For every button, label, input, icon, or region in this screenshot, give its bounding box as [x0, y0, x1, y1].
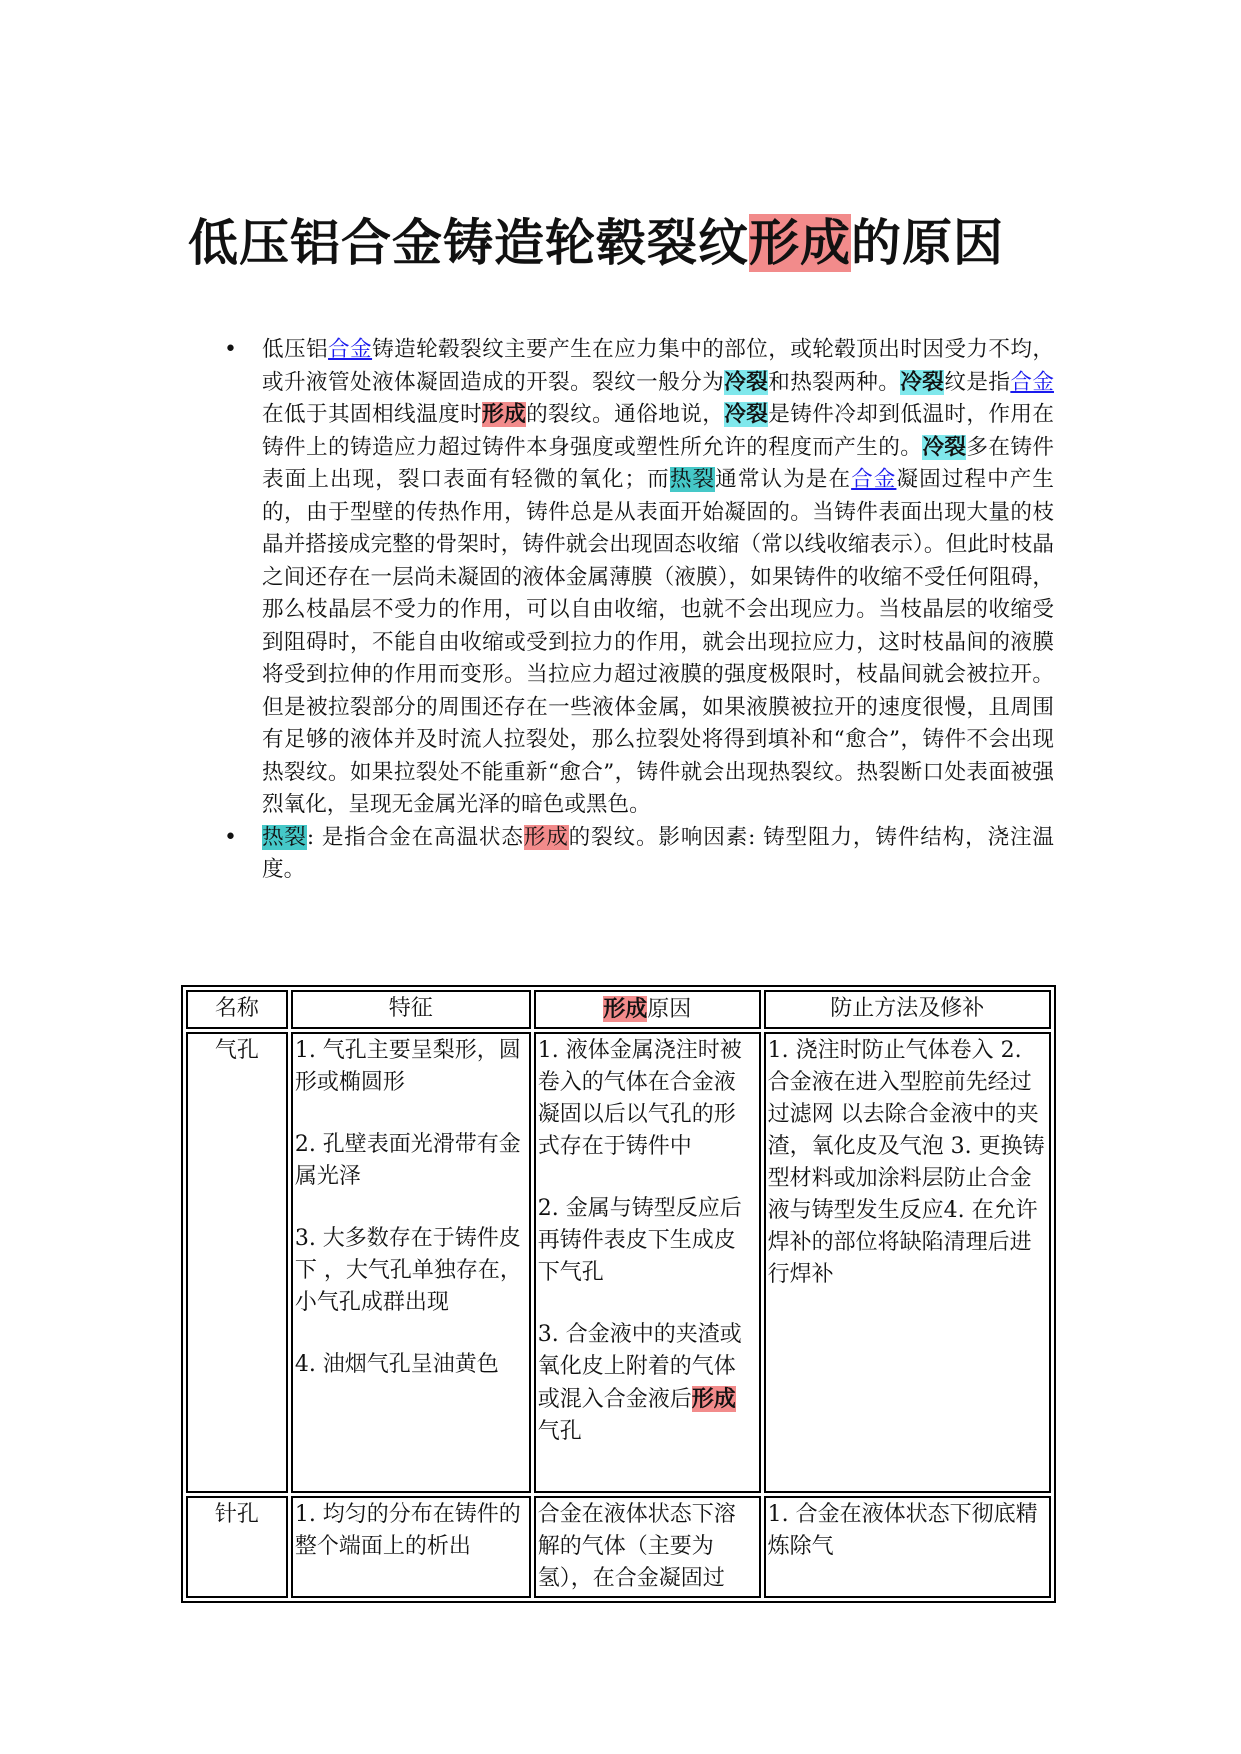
- title-text-end: 的原因: [851, 214, 1004, 272]
- highlight-cold-crack: 冷裂: [724, 369, 769, 395]
- table-row: [186, 1496, 1051, 1598]
- row-causes: 1. 液体金属浇注时被卷入的气体在合金液凝固以后以气孔的形式存在于铸件中 2. 金属与铸型反应后再铸件表皮下生成皮下气孔 3. 合金液中的夹渣或氧化皮上附着的气体或混入合金液后形成气孔: [534, 1032, 761, 1493]
- highlight-hot-crack: 热裂: [669, 467, 716, 492]
- title-highlight: 形成: [749, 214, 851, 272]
- row-causes: 合金在液体状态下溶解的气体（主要为氢），在合金凝固过: [534, 1496, 761, 1598]
- alloy-link[interactable]: 合金: [851, 467, 897, 492]
- row-name: 气孔: [186, 1032, 288, 1493]
- row-features: 1. 均匀的分布在铸件的整个端面上的析出: [291, 1496, 531, 1598]
- highlight-cold-crack: 冷裂: [724, 402, 769, 427]
- header-feature: 特征: [291, 990, 531, 1029]
- header-prevention: 防止方法及修补: [764, 990, 1051, 1029]
- alloy-link[interactable]: 合金: [1010, 369, 1054, 395]
- bullet-item-hot-crack-definition: • 热裂: 是指合金在高温状态形成的裂纹。影响因素: 铸型阻力，铸件结构，浇注温度。: [224, 822, 1054, 887]
- page-title: [188, 208, 1088, 278]
- row-prevention: 1. 浇注时防止气体卷入 2. 合金液在进入型腔前先经过过滤网 以去除合金液中的夹渣，氧化皮及气泡 3. 更换铸型材料或加涂料层防止合金 液与铸型发生反应4. 在允许焊补的部位将缺陷清理后进行焊补: [764, 1032, 1051, 1493]
- highlight-formation: 形成: [691, 1386, 736, 1412]
- row-name: 针孔: [186, 1496, 288, 1598]
- bullet-dot-icon: •: [224, 337, 237, 362]
- highlight-hot-crack: 热裂: [262, 824, 307, 850]
- row-prevention: 1. 合金在液体状态下彻底精炼除气: [764, 1496, 1051, 1598]
- header-name: 名称: [186, 990, 288, 1029]
- bullet-dot-icon: •: [224, 824, 237, 850]
- highlight-formation: 形成: [523, 824, 569, 850]
- defect-table: [181, 985, 1056, 1603]
- alloy-link[interactable]: 合金: [328, 337, 373, 362]
- bullet-list: [224, 334, 1054, 887]
- table-header-row: [186, 990, 1051, 1029]
- row-features: 1. 气孔主要呈梨形，圆形或椭圆形 2. 孔壁表面光滑带有金属光泽 3. 大多数存在于铸件皮下 ，大气孔单独存在，小气孔成群出现 4. 油烟气孔呈油黄色: [291, 1032, 531, 1493]
- bullet-item-cracks-overview: • 低压铝合金铸造轮毂裂纹主要产生在应力集中的部位，或轮毂顶出时因受力不均，或升液管处液体凝固造成的开裂。裂纹一般分为冷裂和热裂两种。冷裂纹是指合金在低于其固相线温度时形成的裂纹。通俗地说，冷裂是铸件冷却到低温时，作用在铸件上的铸造应力超过铸件本身强度或塑性所允许的程度而产生的。冷裂多在铸件表面上出现，裂口表面有轻微的氧化；而热裂通常认为是在合金凝固过程中产生的，由于型壁的传热作用，铸件总是从表面开始凝固的。当铸件表面出现大量的枝晶并搭接成完整的骨架时，铸件就会出现固态收缩（常以线收缩表示）。但此时枝晶之间还存在一层尚未凝固的液体金属薄膜（液膜），如果铸件的收缩不受任何阻碍，那么枝晶层不受力的作用，可以自由收缩，也就不会出现应力。当枝晶层的收缩受到阻碍时，不能自由收缩或受到拉力的作用，就会出现拉应力，这时枝晶间的液膜将受到拉伸的作用而变形。当拉应力超过液膜的强度极限时，枝晶间就会被拉开。但是被拉裂部分的周围还存在一些液体金属，如果液膜被拉开的速度很慢，且周围有足够的液体并及时流人拉裂处，那么拉裂处将得到填补和“愈合”，铸件不会出现热裂纹。如果拉裂处不能重新“愈合”，铸件就会出现热裂纹。热裂断口处表面被强烈氧化，呈现无金属光泽的暗色或黑色。: [224, 334, 1054, 822]
- highlight-cold-crack: 冷裂: [900, 369, 945, 395]
- table-row: [186, 1032, 1051, 1493]
- header-cause: 形成原因: [534, 990, 761, 1029]
- title-text: 低压铝合金铸造轮毂裂纹: [188, 214, 749, 272]
- highlight-cold-crack: 冷裂: [922, 434, 967, 460]
- highlight-formation: 形成: [482, 402, 527, 427]
